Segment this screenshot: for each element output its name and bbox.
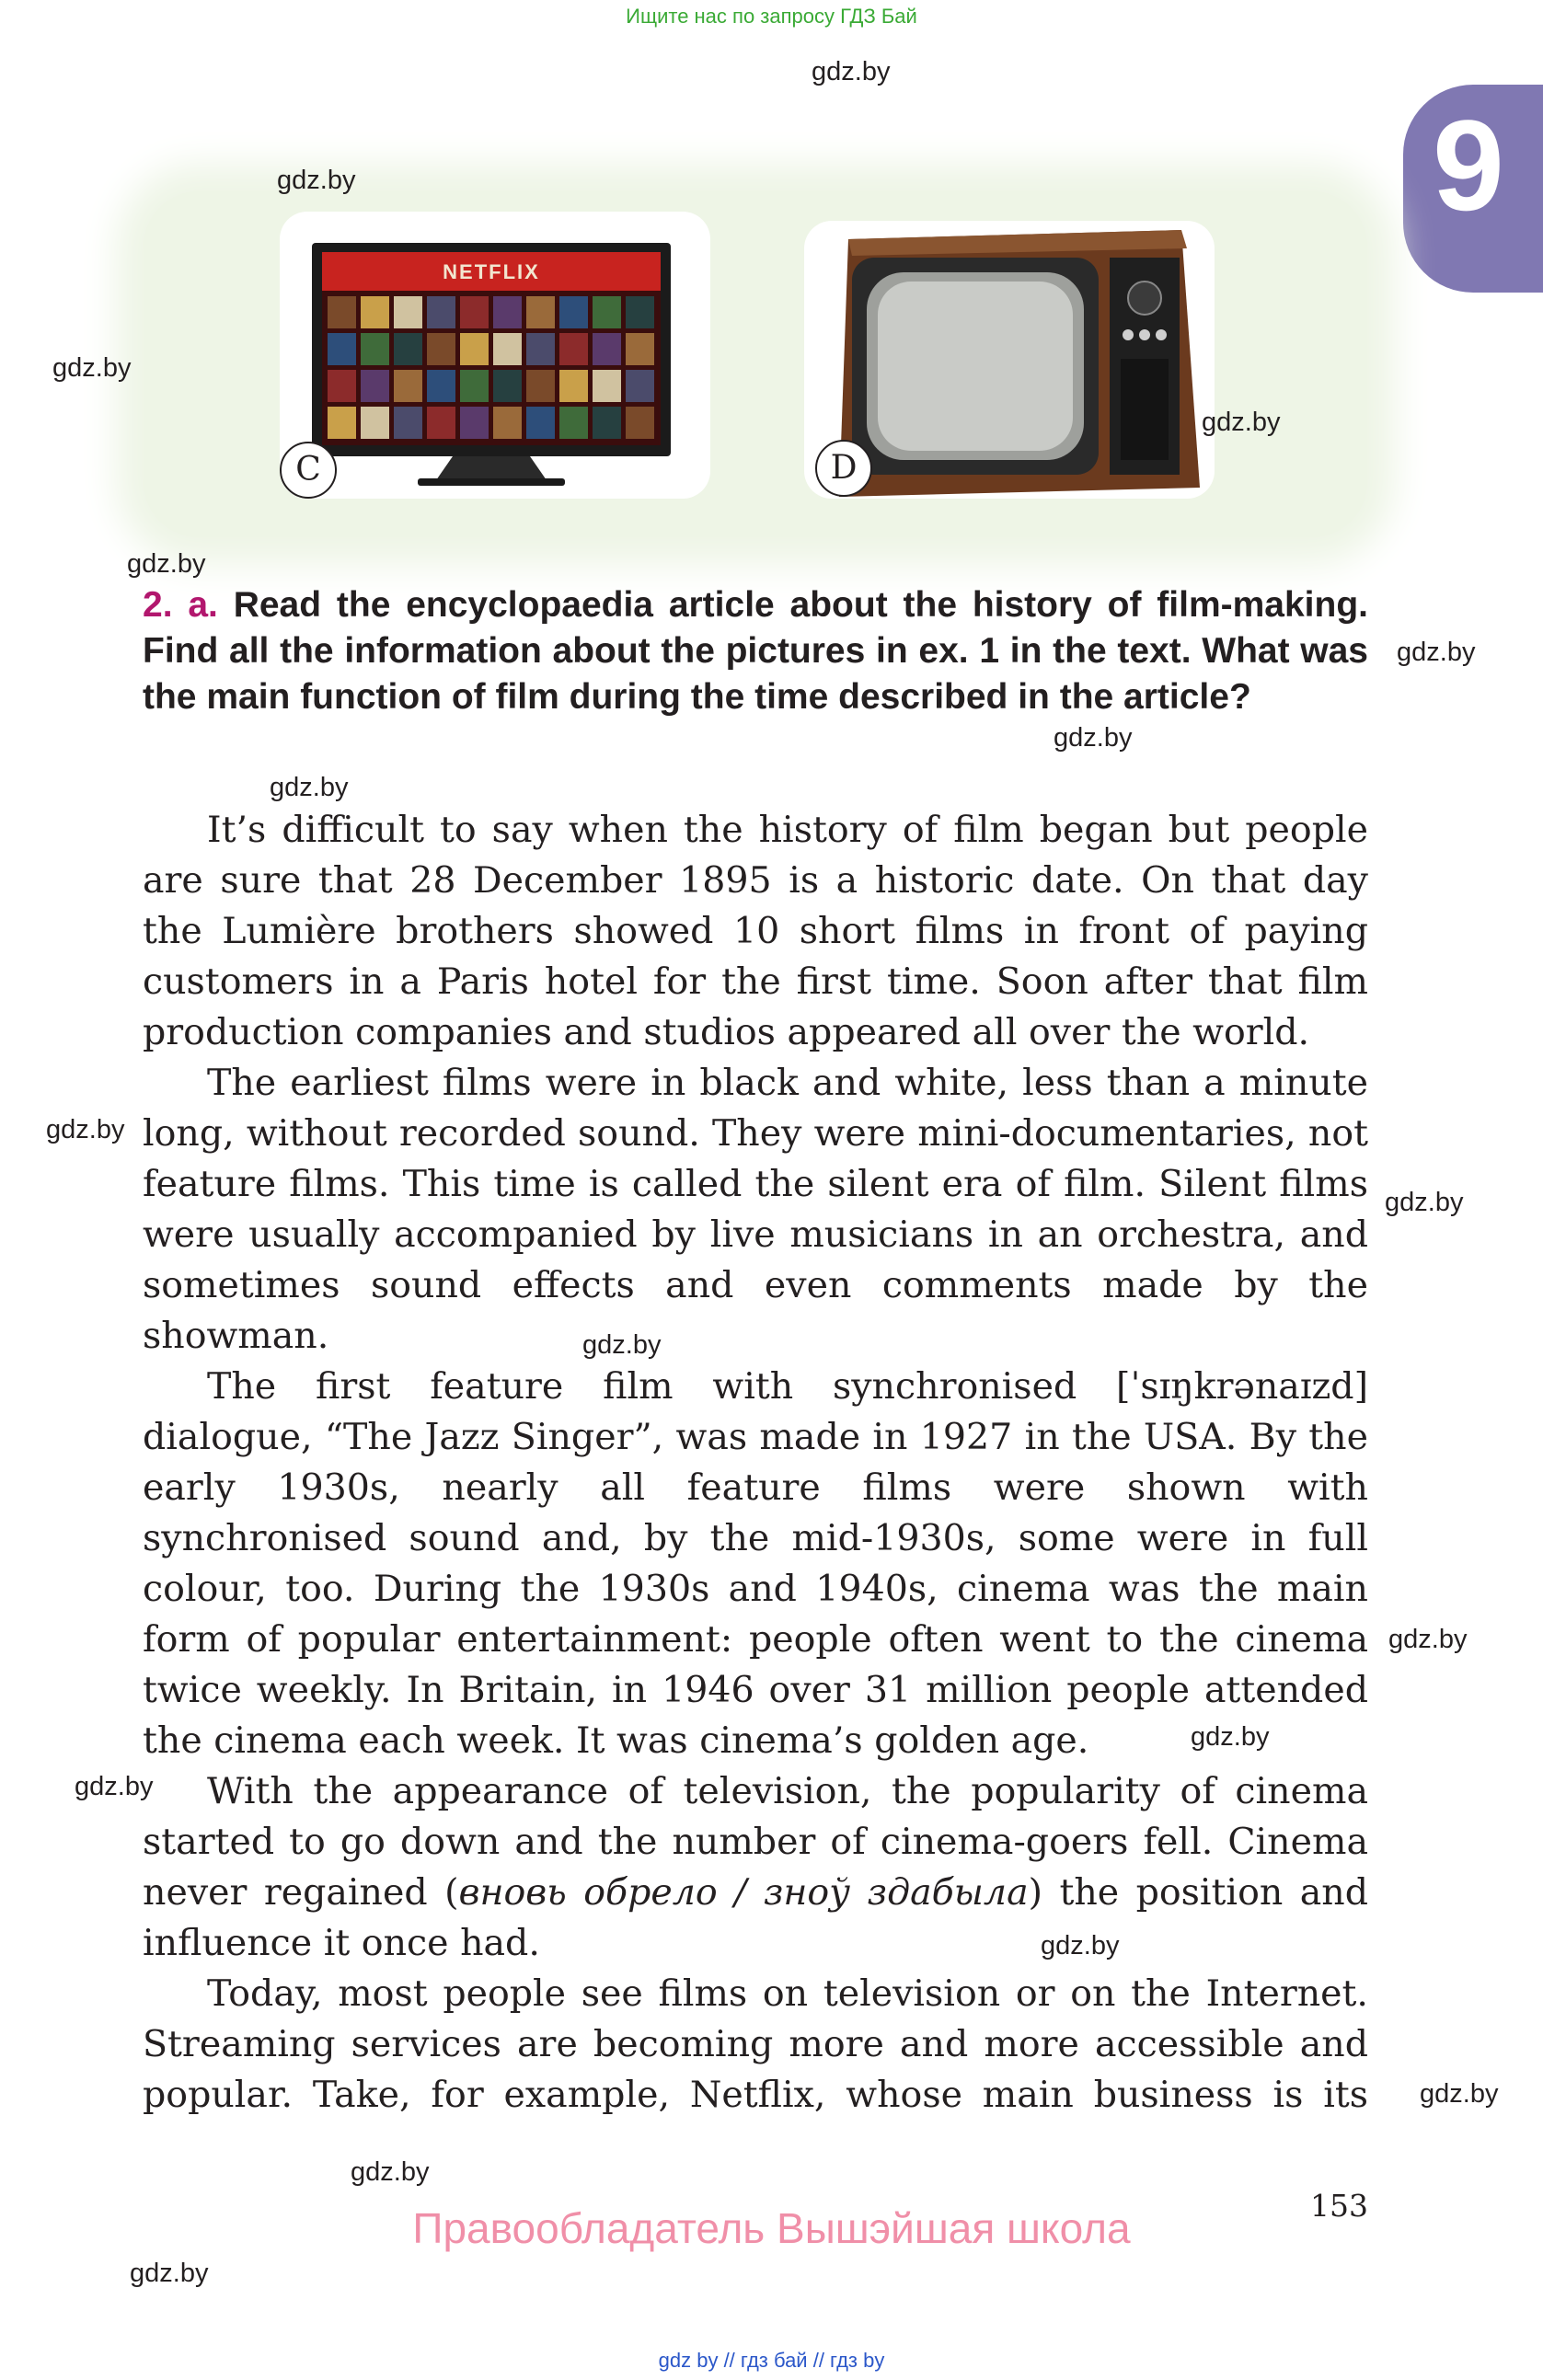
movie-poster	[460, 370, 489, 402]
article-paragraph-4	[143, 1766, 1368, 1969]
movie-poster	[593, 296, 621, 328]
movie-poster	[526, 370, 555, 402]
movie-poster	[460, 407, 489, 439]
picture-c-label: C	[280, 442, 337, 499]
movie-poster	[328, 407, 356, 439]
exercise-number: 2. a.	[143, 585, 218, 625]
movie-poster	[427, 407, 455, 439]
top-banner: Ищите нас по запросу ГДЗ Бай	[626, 5, 917, 28]
watermark: gdz.by	[1054, 723, 1133, 753]
movie-poster	[493, 333, 522, 365]
picture-c-card	[280, 212, 710, 499]
movie-poster	[559, 407, 588, 439]
unit-number: 9	[1433, 93, 1504, 237]
movie-poster	[394, 407, 422, 439]
movie-poster	[626, 333, 654, 365]
movie-poster	[361, 407, 389, 439]
watermark: gdz.by	[270, 773, 349, 802]
movie-poster	[328, 296, 356, 328]
exercise-2a-instructions	[143, 582, 1368, 720]
watermark: gdz.by	[127, 549, 206, 579]
footer-links: gdz by // гдз бай // гдз by	[658, 2349, 885, 2372]
movie-poster	[361, 333, 389, 365]
watermark: gdz.by	[1191, 1722, 1270, 1752]
movie-poster	[328, 370, 356, 402]
movie-poster	[626, 370, 654, 402]
movie-poster	[626, 407, 654, 439]
flat-tv-image	[280, 212, 710, 499]
exercise-text: Read the encyclopaedia article about the history of film-making. Find all the information about the pictures in ex. 1 in the text. What was the main function of film during the time described in the article?	[143, 585, 1368, 717]
page-number: 153	[1310, 2188, 1368, 2224]
unit-tab	[1403, 85, 1543, 293]
watermark: gdz.by	[52, 353, 132, 383]
netflix-logo: NETFLIX	[443, 260, 540, 283]
movie-poster	[394, 370, 422, 402]
movie-poster	[526, 333, 555, 365]
movie-poster	[427, 370, 455, 402]
movie-poster	[361, 370, 389, 402]
picture-d-label: D	[815, 440, 872, 497]
movie-poster	[328, 333, 356, 365]
watermark: gdz.by	[75, 1772, 154, 1801]
article-paragraph-4-start: With the appearance of television, the popularity of cinema started to go down and the number of cinema-goers fell. Cinema never regained (	[143, 1770, 1368, 1914]
watermark: gdz.by	[277, 166, 356, 195]
movie-poster	[493, 407, 522, 439]
movie-poster	[361, 296, 389, 328]
watermark: gdz.by	[46, 1115, 125, 1144]
watermark: gdz.by	[351, 2157, 430, 2187]
article-paragraph-5: Today, most people see films on television or on the Internet. Streaming services are becoming more and more accessible and popular. Take, for example, Netflix, whose main business is its	[143, 1972, 1368, 2116]
watermark: gdz.by	[130, 2259, 209, 2288]
encyclopaedia-article	[143, 805, 1368, 2121]
movie-poster	[460, 296, 489, 328]
watermark: gdz.by	[812, 57, 891, 86]
picture-d-card	[804, 221, 1215, 499]
watermark: gdz.by	[582, 1330, 662, 1360]
rights-holder: Правообладатель Вышэйшая школа	[412, 2204, 1131, 2252]
watermark: gdz.by	[1041, 1931, 1120, 1960]
article-paragraph-3: The first feature film with synchronised [ˈsɪŋkrənaɪzd] dialogue, “The Jazz Singer”, was made in 1927 in the USA. By the early 1930s, nearly all feature films were shown with synchronised sound and, by the mid-1930s, some were in full colour, too. During the 1930s and 1940s, cinema was the main form of popular entertainment: people often went to the cinema twice weekly. In Britain, in 1946 over 31 million people attended the cinema each week. It was cinema’s golden age.	[143, 1365, 1368, 1762]
movie-poster	[460, 333, 489, 365]
translation-gloss: вновь обрело / зноў здабыла	[458, 1871, 1029, 1914]
movie-poster	[526, 407, 555, 439]
article-paragraph-2: The earliest films were in black and white, less than a minute long, without recorded sound. They were mini-documentaries, not feature films. This time is called the silent era of film. Silent films were usually accompanied by live musicians in an orchestra, and sometimes sound effects and even comments made by the showman.	[143, 1062, 1368, 1357]
movie-poster	[394, 296, 422, 328]
article-paragraph-1: It’s difficult to say when the history of film began but people are sure that 28 December 1895 is a historic date. On that day the Lumière brothers showed 10 short films in front of paying customers in a Paris hotel for the first time. Soon after that film production companies and studios appeared all over the world.	[143, 809, 1368, 1053]
movie-poster	[427, 296, 455, 328]
movie-poster	[394, 333, 422, 365]
movie-poster	[559, 370, 588, 402]
movie-poster	[593, 407, 621, 439]
watermark: gdz.by	[1397, 638, 1476, 667]
watermark: gdz.by	[1202, 408, 1281, 437]
movie-poster	[526, 296, 555, 328]
movie-poster	[626, 296, 654, 328]
watermark: gdz.by	[1385, 1188, 1464, 1217]
watermark: gdz.by	[1420, 2079, 1499, 2109]
movie-poster	[427, 333, 455, 365]
movie-poster	[559, 296, 588, 328]
movie-poster	[493, 296, 522, 328]
movie-poster	[593, 370, 621, 402]
movie-poster	[593, 333, 621, 365]
movie-poster	[493, 370, 522, 402]
article-paragraph-4-end: ) the position and influence it once had.	[143, 1871, 1368, 1964]
movie-poster	[559, 333, 588, 365]
watermark: gdz.by	[1388, 1625, 1468, 1654]
